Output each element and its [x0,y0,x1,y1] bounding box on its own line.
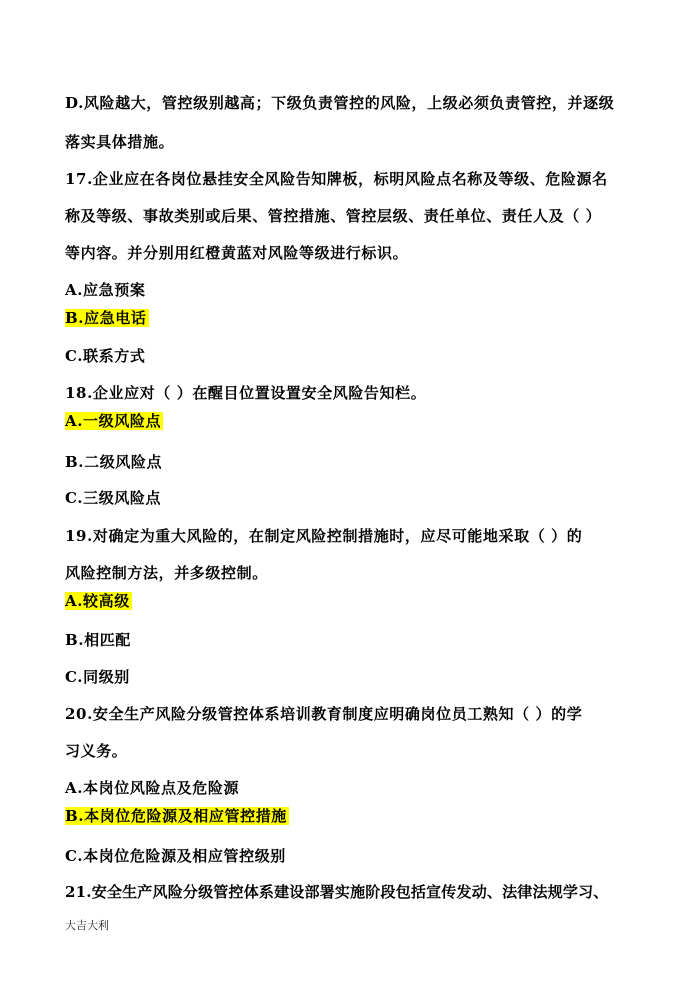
answer-highlight: B.本岗位危险源及相应管控措施 [65,807,287,825]
option-17-c: C.联系方式 [65,347,146,365]
option-20-b-answer [65,805,289,827]
option-20-c: C.本岗位危险源及相应管控级别 [65,847,286,865]
option-18-a-answer [65,410,163,432]
option-17-b-answer [65,307,149,329]
answer-highlight: B.应急电话 [65,309,147,327]
option-19-a-answer [65,590,132,612]
question-17-cont-1: 称及等级、事故类别或后果、管控措施、管控层级、责任单位、责任人及（ ） [65,207,602,225]
question-18: 18.企业应对（ ）在醒目位置设置安全风险告知栏。 [65,384,427,402]
option-20-a: A.本岗位风险点及危险源 [65,779,240,797]
question-20-cont: 习义务。 [65,742,128,760]
option-17-a: A.应急预案 [65,281,146,299]
option-16-d: D.风险越大，管控级别越高；下级负责管控的风险，上级必须负责管控，并逐级 [65,94,615,112]
option-16-d-cont: 落实具体措施。 [65,133,175,151]
page-footer: 大吉大利 [65,919,109,932]
question-20: 20.安全生产风险分级管控体系培训教育制度应明确岗位员工熟知（ ）的学 [65,705,583,723]
answer-highlight: A.较高级 [65,592,130,610]
question-19: 19.对确定为重大风险的，在制定风险控制措施时，应尽可能地采取（ ）的 [65,527,583,545]
answer-highlight: A.一级风险点 [65,412,162,430]
question-19-cont: 风险控制方法，并多级控制。 [65,564,268,582]
question-17: 17.企业应在各岗位悬挂安全风险告知牌板，标明风险点名称及等级、危险源名 [65,170,608,188]
option-19-b: B.相匹配 [65,631,131,649]
option-19-c: C.同级别 [65,668,130,686]
question-17-cont-2: 等内容。并分别用红橙黄蓝对风险等级进行标识。 [65,244,409,262]
question-21: 21.安全生产风险分级管控体系建设部署实施阶段包括宣传发动、法律法规学习、 [65,883,609,901]
option-18-b: B.二级风险点 [65,453,163,471]
option-18-c: C.三级风险点 [65,489,162,507]
